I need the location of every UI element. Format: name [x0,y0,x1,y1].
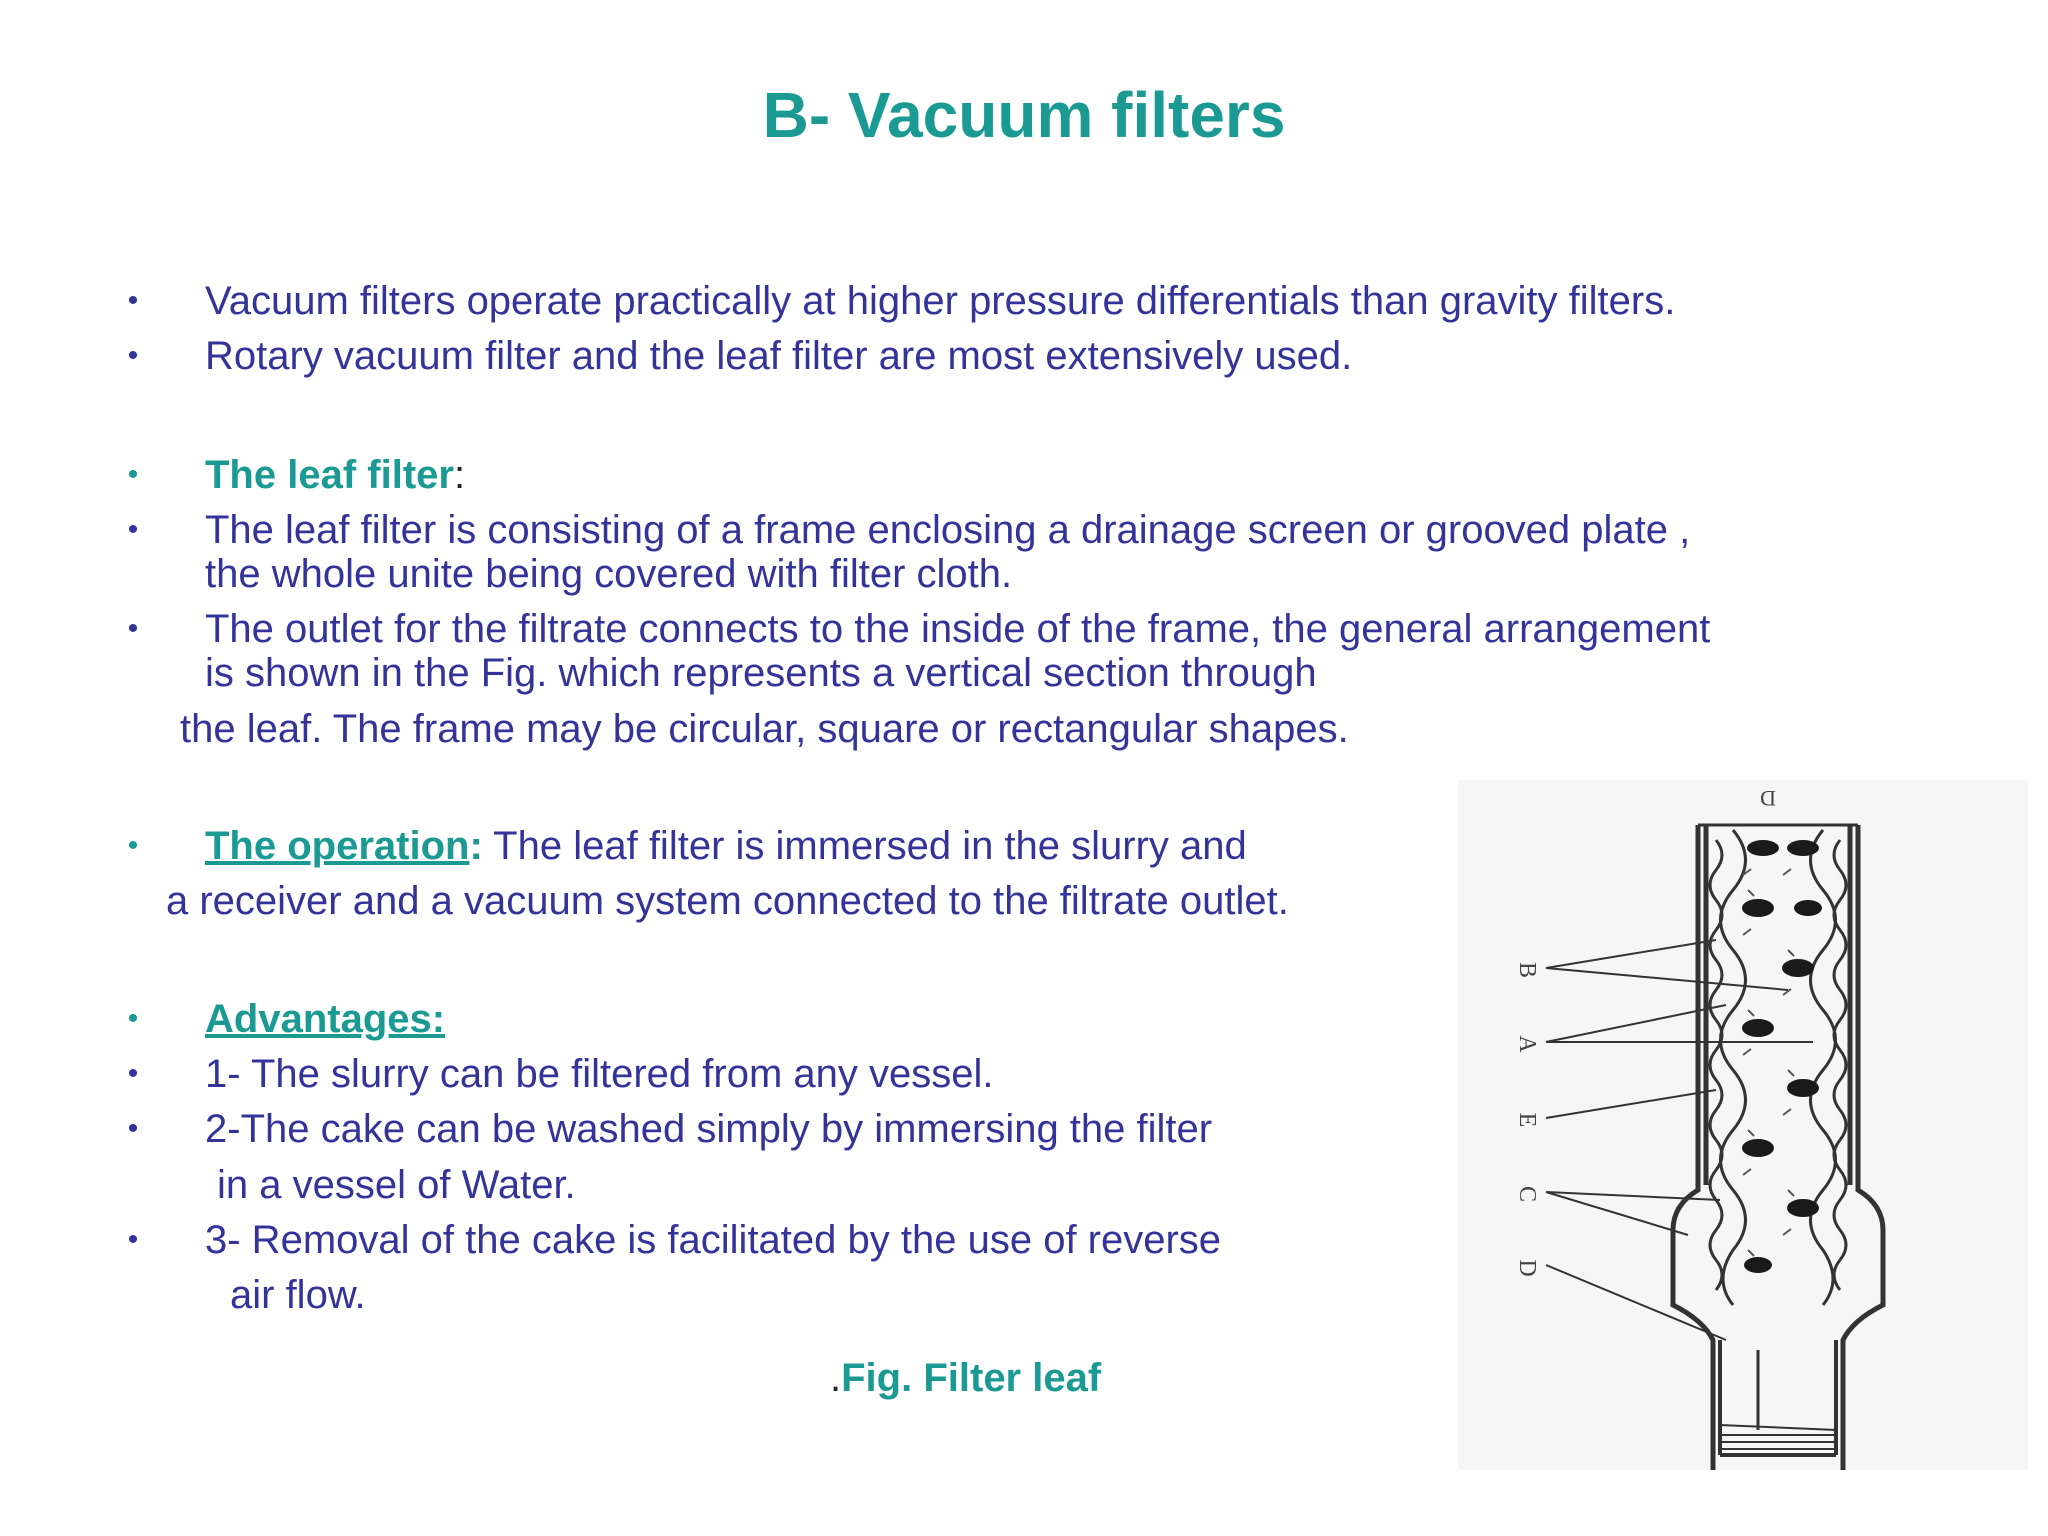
advantage-3b: air flow. [230,1273,366,1317]
leaf-filter-desc-1a: The leaf filter is consisting of a frame enclosing a drainage screen or grooved plate , [205,508,1691,552]
leaf-filter-heading-colon: : [453,453,466,497]
advantage-2b: in a vessel of Water. [217,1163,576,1207]
advantage-2a: 2-The cake can be washed simply by immersing the filter [205,1107,1213,1151]
figure-caption [830,1355,1101,1401]
caption-dot: . [830,1356,842,1400]
label-d: D [1514,1259,1540,1277]
leaf-filter-desc-2a: The outlet for the filtrate connects to the inside of the frame, the general arrangement [205,607,1711,651]
bullet: • [127,1112,139,1145]
operation-heading: The operation [205,824,470,868]
bullet: • [127,339,139,372]
advantage-3a: 3- Removal of the cake is facilitated by the use of reverse [205,1218,1222,1262]
caption-text: Fig. Filter leaf [841,1356,1102,1400]
leaf-filter-heading [205,452,465,498]
bullet: • [127,612,139,645]
slide-title: B- Vacuum filters [762,79,1286,151]
label-b: B [1514,961,1540,979]
bullet: • [127,1057,139,1090]
operation-line-a [205,823,1247,869]
intro-line-1: Vacuum filters operate practically at higher pressure differentials than gravity filters. [205,279,1676,323]
label-c: C [1514,1185,1540,1203]
leaf-filter-desc-2b: is shown in the Fig. which represents a vertical section through [205,651,1317,695]
advantages-heading: Advantages: [205,997,446,1041]
label-e: E [1514,1112,1540,1128]
operation-colon: : [469,824,483,868]
bullet: • [127,829,139,862]
bullet: • [127,1223,139,1256]
bullet: • [127,284,139,317]
leaf-filter-desc-1b: the whole unite being covered with filter cloth. [205,552,1013,596]
label-a: A [1514,1035,1540,1053]
bullet: • [127,1002,139,1035]
bullet: • [127,513,139,546]
operation-line-b: a receiver and a vacuum system connected to the filtrate outlet. [166,879,1289,923]
leaf-filter-desc-2c: the leaf. The frame may be circular, square or rectangular shapes. [180,707,1349,751]
leaf-filter-heading-text: The leaf filter [205,453,454,497]
advantage-1: 1- The slurry can be filtered from any vessel. [205,1052,994,1096]
bullet: • [127,458,139,491]
filter-leaf-diagram [1458,780,2028,1470]
label-top: D [1760,786,1776,811]
intro-line-2: Rotary vacuum filter and the leaf filter are most extensively used. [205,334,1353,378]
figure-background [1458,780,2028,1470]
operation-text-a: The leaf filter is immersed in the slurry and [482,824,1247,868]
